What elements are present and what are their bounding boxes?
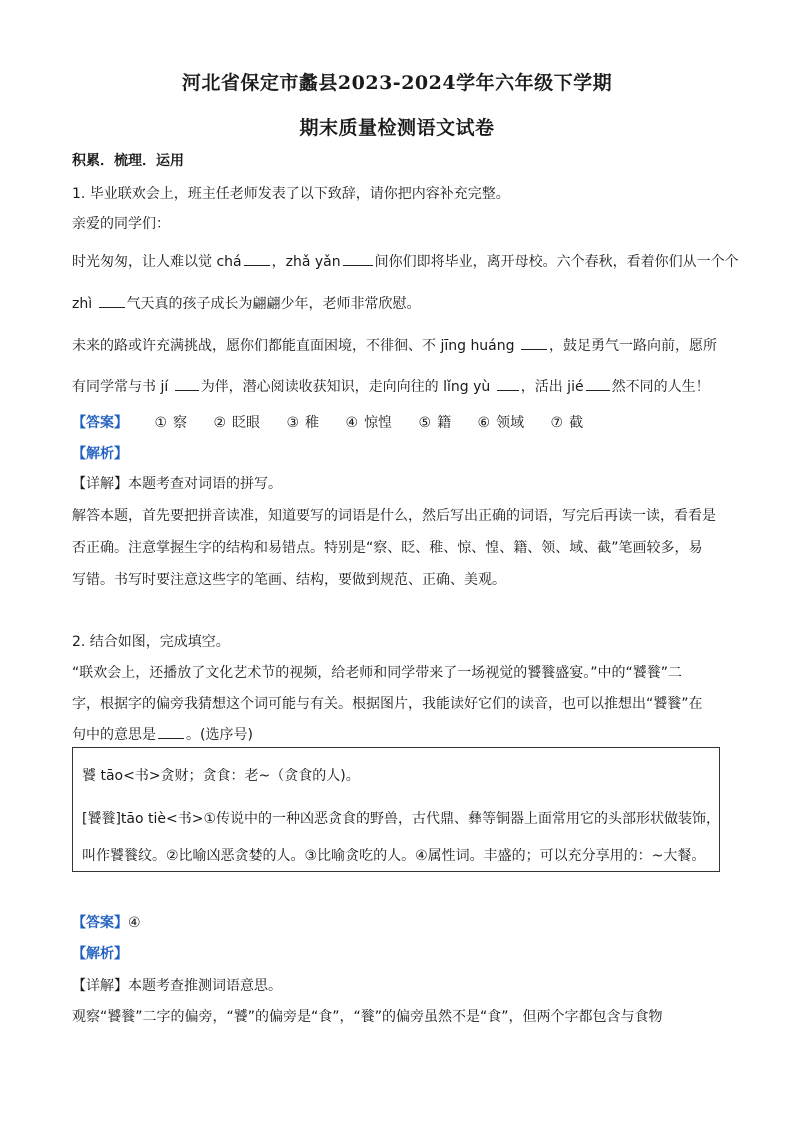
detail-text: 本题考查推测词语意思。 [128, 978, 282, 994]
dictionary-entry-2: [饕餮]tāo tiè<书>①传说中的一种凶恶贪食的野兽，古代鼎、彝等铜器上面常用它的头部形状做装饰， [82, 811, 721, 827]
q2-para-3 [72, 724, 253, 744]
answer-tag: 【答案】 [72, 915, 128, 931]
q1-explanation-3: 写错。书写时要注意这些字的笔画、结构，要做到规范、正确、美观。 [72, 572, 506, 588]
answer-value: ④ [128, 915, 141, 931]
q1-line-3 [72, 335, 717, 355]
detail-tag: 【详解】 [72, 978, 128, 994]
analysis-tag: 【解析】 [72, 446, 128, 462]
q1-line-2 [72, 293, 421, 313]
answer-item: ③ 稚 [286, 415, 320, 431]
answer-item: ② 眨眼 [213, 415, 261, 431]
q2-detail [72, 975, 282, 995]
q1-explanation-1: 解答本题，首先要把拼音读准，知道要写的词语是什么，然后写出正确的词语，写完后再读一读，看看是 [72, 508, 716, 524]
blank-1[interactable] [244, 252, 270, 266]
answer-item: ① 察 [154, 415, 188, 431]
blank-4[interactable] [521, 336, 547, 350]
answer-item: ④ 惊惶 [345, 415, 393, 431]
q1-line-4-b: 为伴，潜心阅读收获知识，走向向往的 lǐng yù [200, 379, 495, 395]
q2-answer-row [72, 912, 141, 932]
q1-line-4-a: 有同学常与书 jí [72, 379, 173, 395]
detail-tag: 【详解】 [72, 476, 128, 492]
q1-line-2-b: 气天真的孩子成长为翩翩少年，老师非常欣慰。 [126, 296, 421, 312]
blank-5[interactable] [175, 377, 199, 391]
q1-line-4-c: ，活出 jié [520, 379, 584, 395]
q2-para-2: 字，根据字的偏旁我猜想这个词可能与有关。根据图片，我能读好它们的读音，也可以推想出“饕餮”在 [72, 696, 703, 712]
detail-text: 本题考查对词语的拼写。 [128, 476, 282, 492]
answer-item: ⑦ 截 [550, 415, 584, 431]
title-line-1: 河北省保定市蠡县2023-2024学年六年级下学期 [181, 72, 613, 94]
q1-detail [72, 473, 282, 493]
q1-line-1-b: ，zhǎ yǎn [271, 254, 341, 270]
title-line-2: 期末质量检测语文试卷 [299, 117, 495, 139]
q2-para-3-b: 。(选序号) [186, 727, 253, 743]
q2-prompt: 2. 结合如图，完成填空。 [72, 634, 230, 650]
q1-prompt: 1. 毕业联欢会上，班主任老师发表了以下致辞，请你把内容补充完整。 [72, 186, 510, 202]
section-heading: 积累．梳理．运用 [72, 153, 184, 169]
q2-para-3-a: 句中的意思是 [72, 727, 156, 743]
q1-line-1-c: 间你们即将毕业，离开母校。六个春秋，看着你们从一个个 [374, 254, 739, 270]
blank-3[interactable] [99, 294, 125, 308]
answer-item: ⑥ 领域 [477, 415, 525, 431]
q1-line-3-b: ，鼓足勇气一路向前，愿所 [548, 338, 717, 354]
q1-line-2-a: zhì [72, 296, 97, 312]
q2-para-1: “联欢会上，还播放了文化艺术节的视频，给老师和同学带来了一场视觉的饕餮盛宴。”中的“饕餮”二 [72, 665, 683, 681]
q2-explanation-1: 观察“饕餮”二字的偏旁，“饕”的偏旁是“食”，“餮”的偏旁虽然不是“食”，但两个字都包含与食物 [72, 1009, 663, 1025]
dictionary-entry-1: 饕 tāo<书>贪财；贪食：老~（贪食的人)。 [82, 768, 360, 784]
q1-line-3-a: 未来的路或许充满挑战，愿你们都能直面困境，不徘徊、不 jīng huáng [72, 338, 519, 354]
blank-q2[interactable] [158, 725, 184, 739]
blank-6[interactable] [497, 377, 519, 391]
q1-line-4-d: 然不同的人生！ [611, 379, 710, 395]
analysis-tag: 【解析】 [72, 946, 128, 962]
answer-tag: 【答案】 [72, 415, 128, 431]
blank-7[interactable] [586, 377, 610, 391]
q1-answer-row [72, 412, 583, 432]
q1-line-4 [72, 376, 710, 396]
q1-line-1-a: 时光匆匆，让人难以觉 chá [72, 254, 242, 270]
q1-explanation-2: 否正确。注意掌握生字的结构和易错点。特别是“察、眨、稚、惊、惶、籍、领、域、截”笔画较多，易 [72, 540, 703, 556]
answer-item: ⑤ 籍 [418, 415, 452, 431]
dictionary-box [72, 747, 720, 872]
q1-greeting: 亲爱的同学们： [72, 216, 170, 232]
q1-line-1 [72, 251, 739, 271]
blank-2[interactable] [343, 252, 373, 266]
dictionary-entry-3: 叫作饕餮纹。②比喻凶恶贪婪的人。③比喻贪吃的人。④属性词。丰盛的；可以充分享用的：~大餐。 [82, 848, 706, 864]
